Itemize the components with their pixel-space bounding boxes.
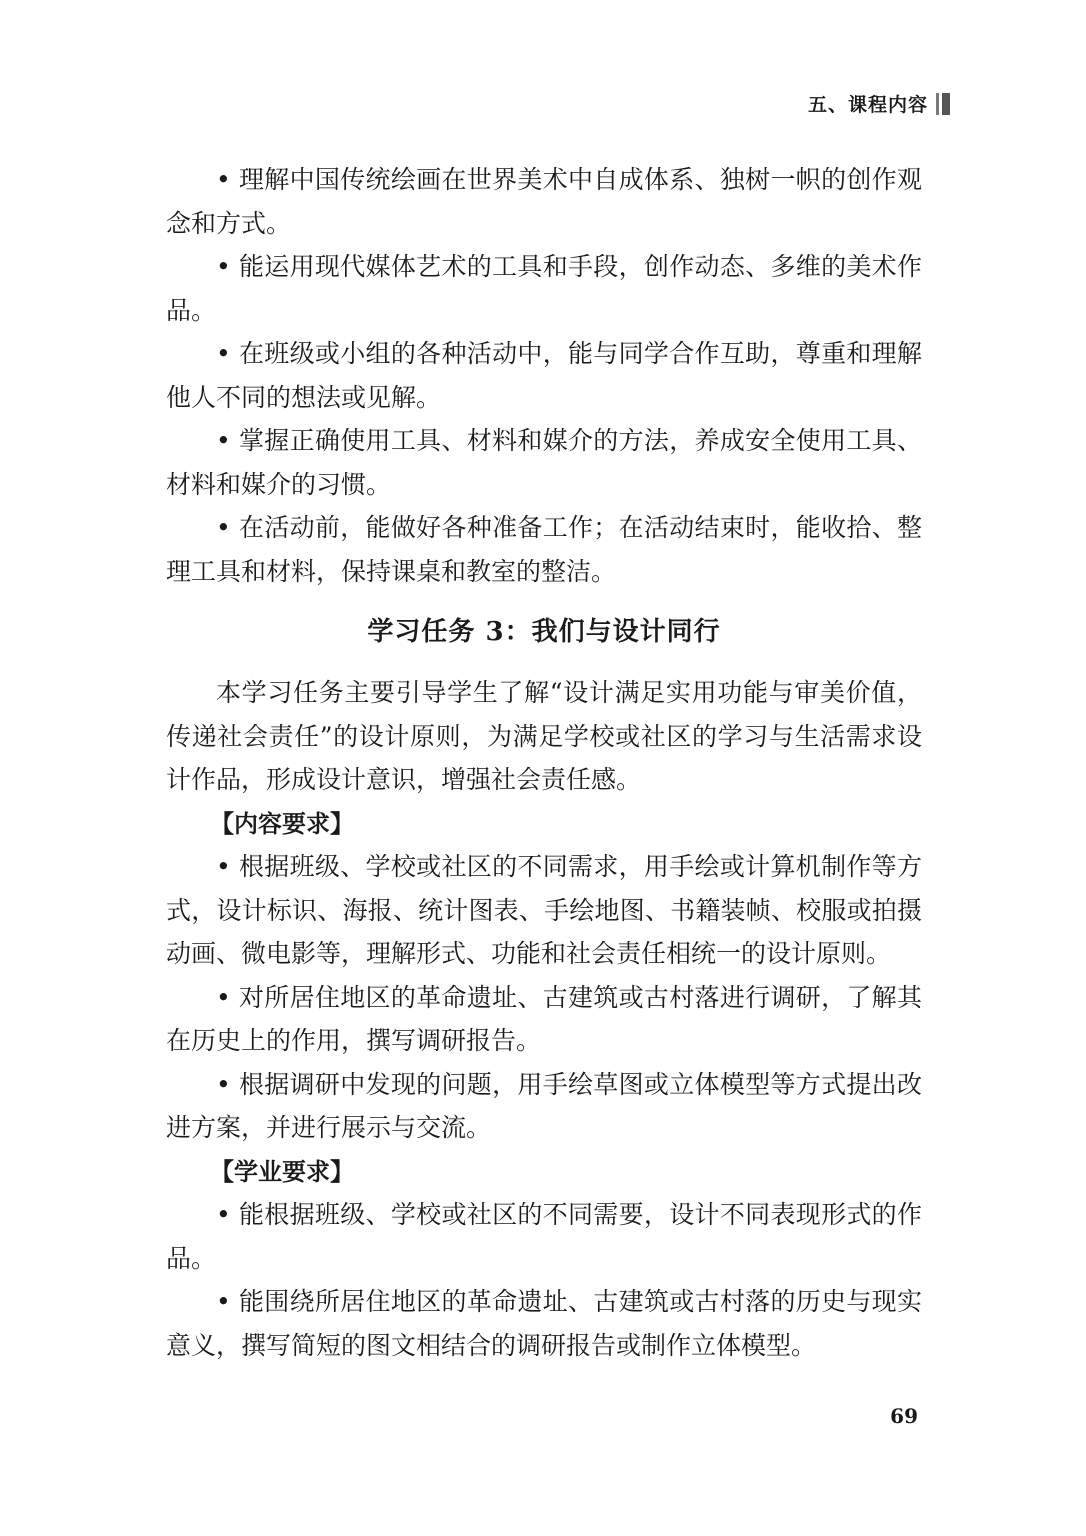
content-requirements-heading: 【内容要求】 [210,808,354,838]
header-bars-decoration [936,93,950,115]
section-intro: 本学习任务主要引导学生了解“设计满足实用功能与审美价值，传递社会责任”的设计原则，为满足学校或社区的学习与生活需求设计作品，形成设计意识，增强社会责任感。 [166,678,922,794]
bullet-item: • 在班级或小组的各种活动中，能与同学合作互助，尊重和理解他人不同的想法或见解。 [166,339,922,412]
content-requirement-item: • 根据调研中发现的问题，用手绘草图或立体模型等方式提出改进方案，并进行展示与交流。 [166,1069,922,1142]
page-body [166,158,922,1367]
content-requirement-item: • 对所居住地区的革命遗址、古建筑或古村落进行调研，了解其在历史上的作用，撰写调研报告。 [166,982,922,1055]
chapter-title: 五、课程内容 [807,94,928,116]
academic-requirement-item: • 能围绕所居住地区的革命遗址、古建筑或古村落的历史与现实意义，撰写简短的图文相结合的调研报告或制作立体模型。 [166,1287,922,1360]
content-requirement-item: • 根据班级、学校或社区的不同需求，用手绘或计算机制作等方式，设计标识、海报、统计图表、手绘地图、书籍装帧、校服或拍摄动画、微电影等，理解形式、功能和社会责任相统一的设计原则。 [166,852,922,968]
page-number: 69 [890,1404,918,1428]
bullet-item: • 能运用现代媒体艺术的工具和手段，创作动态、多维的美术作品。 [166,252,922,325]
header-bar-thin [936,93,939,115]
header-bar-thick [942,93,950,115]
bullet-item: • 理解中国传统绘画在世界美术中自成体系、独树一帜的创作观念和方式。 [166,165,922,238]
section-title: 学习任务 3：我们与设计同行 [367,617,721,647]
academic-requirements-heading: 【学业要求】 [210,1156,354,1186]
bullet-item: • 在活动前，能做好各种准备工作；在活动结束时，能收拾、整理工具和材料，保持课桌和教室的整洁。 [166,513,922,586]
academic-requirement-item: • 能根据班级、学校或社区的不同需要，设计不同表现形式的作品。 [166,1200,922,1273]
bullet-item: • 掌握正确使用工具、材料和媒介的方法，养成安全使用工具、材料和媒介的习惯。 [166,426,922,499]
running-header [808,90,950,117]
